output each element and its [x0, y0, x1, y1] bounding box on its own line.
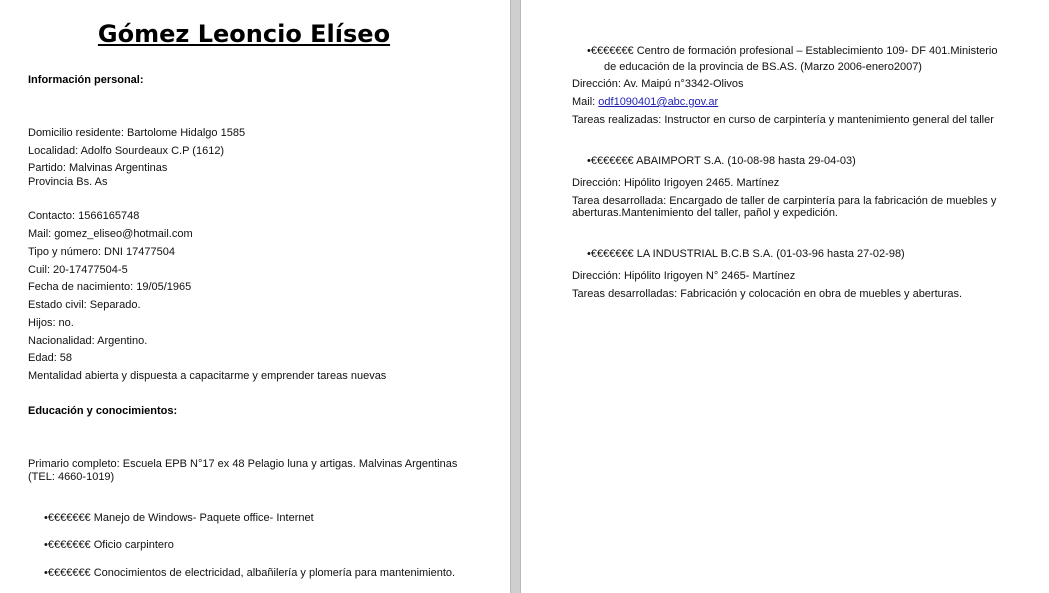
job-mail-line: [572, 96, 718, 109]
job-tasks-line: Tarea desarrollada: Encargado de taller de carpintería para la fabricación de muebles y: [572, 195, 997, 207]
job-address-line: Dirección: Hipólito Irigoyen N° 2465- Martínez: [572, 270, 796, 282]
children-line: Hijos: no.: [28, 317, 74, 329]
personal-info-heading: Información personal:: [28, 74, 144, 86]
province-line: Provincia Bs. As: [28, 176, 108, 188]
job-mail-label: Mail:: [572, 96, 599, 108]
primary-school-line: Primario completo: Escuela EPB N°17 ex 48 Pelagio luna y artigas. Malvinas Argentinas: [28, 458, 458, 470]
cuil-line: Cuil: 20-17477504-5: [28, 264, 128, 276]
document-title: Gómez Leoncio Elíseo: [97, 20, 391, 48]
job-mail-link[interactable]: odf1090401@abc.gov.ar: [598, 96, 719, 108]
job-address-line: Dirección: Hipólito Irigoyen 2465. Martínez: [572, 177, 780, 189]
job-tasks-line: Tareas desarrolladas: Fabricación y colocación en obra de muebles y aberturas.: [572, 288, 963, 300]
skill-item: •€€€€€€€ Oficio carpintero: [44, 539, 174, 551]
job-address-line: Dirección: Av. Maipú n°3342-Olivos: [572, 78, 744, 90]
skill-item: •€€€€€€€ Conocimientos de electricidad, albañilería y plomería para mantenimiento.: [44, 567, 456, 579]
id-document-line: Tipo y número: DNI 17477504: [28, 246, 175, 258]
address-line: Domicilio residente: Bartolome Hidalgo 1585: [28, 127, 246, 139]
job-entry-title-continued: de educación de la provincia de BS.AS. (Marzo 2006-enero2007): [604, 61, 922, 73]
page-gutter: [510, 0, 521, 593]
birth-date-line: Fecha de nacimiento: 19/05/1965: [28, 281, 192, 293]
age-line: Edad: 58: [28, 352, 73, 364]
education-heading: Educación y conocimientos:: [28, 405, 178, 417]
locality-line: Localidad: Adolfo Sourdeaux C.P (1612): [28, 145, 225, 157]
attitude-line: Mentalidad abierta y dispuesta a capacitarme y emprender tareas nuevas: [28, 370, 387, 382]
email-line: Mail: gomez_eliseo@hotmail.com: [28, 228, 193, 240]
job-entry-title: •€€€€€€€ ABAIMPORT S.A. (10-08-98 hasta 29-04-03): [587, 155, 856, 167]
marital-status-line: Estado civil: Separado.: [28, 299, 141, 311]
contact-line: Contacto: 1566165748: [28, 210, 140, 222]
primary-school-phone-line: (TEL: 4660-1019): [28, 471, 115, 483]
document-page-left: [0, 0, 510, 593]
job-entry-title: •€€€€€€€ LA INDUSTRIAL B.C.B S.A. (01-03-96 hasta 27-02-98): [587, 248, 905, 260]
nationality-line: Nacionalidad: Argentino.: [28, 335, 148, 347]
district-line: Partido: Malvinas Argentinas: [28, 162, 168, 174]
job-tasks-line: Tareas realizadas: Instructor en curso de carpintería y mantenimiento general del taller: [572, 114, 994, 126]
skill-item: •€€€€€€€ Manejo de Windows- Paquete office- Internet: [44, 512, 314, 524]
document-page-right: [521, 0, 1049, 593]
job-tasks-line-continued: aberturas.Mantenimiento del taller, pañol y expedición.: [572, 207, 838, 219]
job-entry-title: •€€€€€€€ Centro de formación profesional – Establecimiento 109- DF 401.Ministerio: [587, 45, 998, 57]
